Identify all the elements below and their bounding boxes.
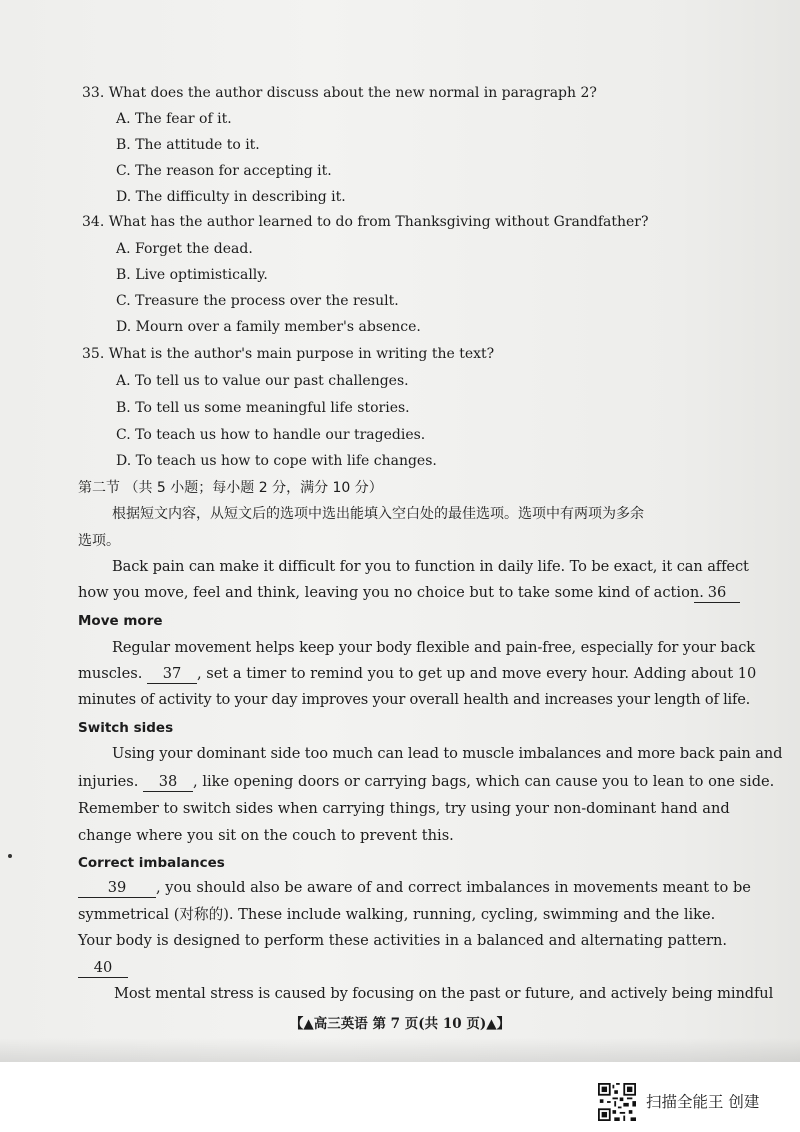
passage-p3-line3: Remember to switch sides when carrying things, try using your non-dominant hand and [78, 800, 730, 817]
passage-p3-line4: change where you sit on the couch to prevent this. [78, 827, 454, 844]
passage-p1-line1: Back pain can make it difficult for you to function in daily life. To be exact, it can affect [112, 558, 749, 575]
scan-speck [8, 854, 12, 858]
passage-p1-line2: how you move, feel and think, leaving you no choice but to take some kind of action. [78, 584, 704, 601]
passage-p2-line3: minutes of activity to your day improves your overall health and increases your length of life. [78, 691, 751, 708]
section-instruction-line-1: 根据短文内容，从短文后的选项中选出能填入空白处的最佳选项。选项中有两项为多余 [112, 506, 644, 522]
passage-p4-line2: symmetrical (对称的). These include walking, running, cycling, swimming and the like. [78, 906, 716, 923]
passage-p2-line2-row [78, 665, 756, 684]
question-34-option-c: C. Treasure the process over the result. [116, 293, 399, 309]
question-33-option-d: D. The difficulty in describing it. [116, 189, 346, 205]
scanner-label: 扫描全能王 创建 [646, 1093, 760, 1111]
question-35-option-c: C. To teach us how to handle our tragedies. [116, 427, 426, 443]
heading-move-more: Move more [78, 613, 163, 629]
question-35-option-a: A. To tell us to value our past challenges. [116, 373, 409, 389]
section-title: 第二节 （共 5 小题；每小题 2 分，满分 10 分） [78, 480, 383, 496]
passage-p4-line1-row [78, 879, 751, 898]
blank-39: 39 [78, 879, 156, 898]
blank-38: 38 [143, 773, 193, 792]
question-33-stem: 33. What does the author discuss about the new normal in paragraph 2? [82, 85, 597, 101]
passage-p3-line2-row [78, 773, 774, 792]
passage-p2-line2-pre: muscles. [78, 665, 143, 682]
passage-p1-line2-row [78, 584, 740, 602]
blank-37: 37 [147, 665, 197, 684]
blank-40: 40 [78, 959, 128, 978]
passage-p3-line1: Using your dominant side too much can lead to muscle imbalances and more back pain and [112, 745, 783, 762]
question-34-option-b: B. Live optimistically. [116, 267, 268, 283]
heading-switch-sides: Switch sides [78, 720, 174, 736]
question-34-option-a: A. Forget the dead. [116, 241, 253, 257]
passage-p3-line2-post: , like opening doors or carrying bags, which can cause you to lean to one side. [193, 773, 775, 790]
question-35-option-b: B. To tell us some meaningful life stories. [116, 400, 410, 416]
passage-p3-line2-pre: injuries. [78, 773, 139, 790]
passage-p5-line1: Most mental stress is caused by focusing on the past or future, and actively being mindful [114, 985, 774, 1002]
passage-p4-line1-post: , you should also be aware of and correct imbalances in movements meant to be [156, 879, 751, 896]
passage-p2-line2-post: , set a timer to remind you to get up and move every hour. Adding about 10 [196, 665, 757, 682]
question-35-option-d: D. To teach us how to cope with life changes. [116, 453, 437, 469]
heading-correct-imbalances: Correct imbalances [78, 855, 225, 871]
page-footer: 【▲高三英语 第 7 页(共 10 页)▲】 [289, 1016, 511, 1032]
question-34-stem: 34. What has the author learned to do from Thanksgiving without Grandfather? [82, 214, 649, 230]
question-34-option-d: D. Mourn over a family member's absence. [116, 319, 421, 335]
scanner-watermark-bar [0, 1062, 800, 1132]
passage-p2-line1: Regular movement helps keep your body flexible and pain-free, especially for your back [112, 639, 756, 656]
section-instruction-line-2: 选项。 [78, 533, 120, 549]
blank-36: 36 [694, 584, 740, 603]
question-35-stem: 35. What is the author's main purpose in writing the text? [82, 346, 495, 362]
question-33-option-c: C. The reason for accepting it. [116, 163, 332, 179]
qr-code-icon [598, 1083, 636, 1121]
passage-p5-blank-row [78, 959, 128, 978]
question-33-option-b: B. The attitude to it. [116, 137, 260, 153]
question-33-option-a: A. The fear of it. [116, 111, 232, 127]
passage-p4-line3: Your body is designed to perform these activities in a balanced and alternating pattern. [78, 932, 727, 949]
